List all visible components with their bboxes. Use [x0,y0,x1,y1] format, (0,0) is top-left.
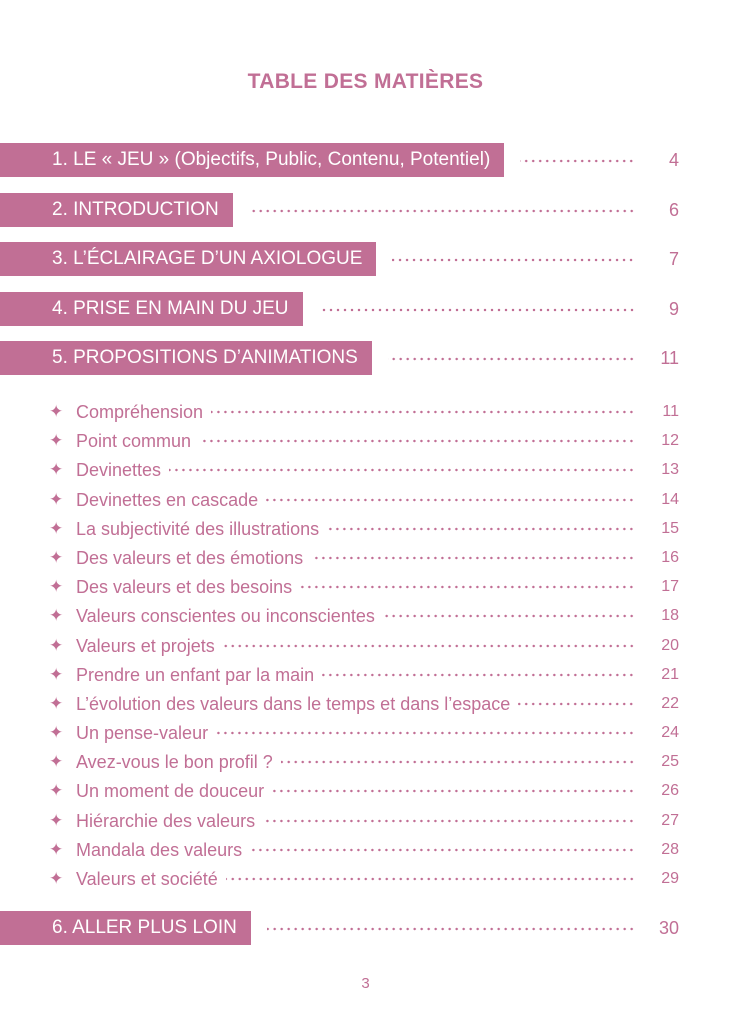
toc-item[interactable] [0,428,731,454]
section-label: 5. PROPOSITIONS D’ANIMATIONS [0,341,372,375]
item-page-number: 15 [661,520,679,537]
item-page-number: 25 [661,753,679,770]
dot-leader [226,877,635,881]
star-bullet-icon: ✦ [49,694,64,713]
dot-leader [249,209,635,213]
dot-leader [327,527,635,531]
item-label: Point commun [76,431,192,451]
star-bullet-icon: ✦ [49,752,64,771]
item-label: Valeurs et société [76,869,218,889]
toc-section-4[interactable] [0,292,731,326]
dot-leader [281,760,635,764]
toc-item[interactable] [0,778,731,804]
toc-item[interactable] [0,662,731,688]
section-page-number: 9 [668,299,679,319]
dot-leader [319,308,636,312]
item-label: Hiérarchie des valeurs [76,811,256,831]
section-label: 1. LE « JEU » (Objectifs, Public, Contenu, Potentiel) [0,143,504,177]
item-page-number: 20 [661,637,679,654]
item-label: Mandala des valeurs [76,840,243,860]
item-label: Devinettes en cascade [76,490,259,510]
dot-leader [199,439,635,443]
toc-item[interactable] [0,487,731,513]
toc-item[interactable] [0,574,731,600]
toc-item[interactable] [0,545,731,571]
item-label: L’évolution des valeurs dans le temps et dans l’espace [76,694,511,714]
toc-item[interactable] [0,399,731,425]
toc-section-5[interactable] [0,341,731,375]
dot-leader [322,673,635,677]
toc-item[interactable] [0,457,731,483]
star-bullet-icon: ✦ [49,431,64,450]
item-page-number: 16 [661,549,679,566]
star-bullet-icon: ✦ [49,402,64,421]
toc-item[interactable] [0,749,731,775]
dot-leader [169,468,635,472]
star-bullet-icon: ✦ [49,577,64,596]
dot-leader [272,789,635,793]
dot-leader [300,585,635,589]
item-page-number: 26 [661,782,679,799]
section-label: 4. PRISE EN MAIN DU JEU [0,292,303,326]
section-page-number: 6 [668,200,679,220]
dot-leader [216,731,635,735]
toc-item[interactable] [0,808,731,834]
dot-leader [311,556,635,560]
item-page-number: 28 [661,841,679,858]
item-page-number: 17 [661,578,679,595]
item-page-number: 11 [662,403,679,420]
page-title: TABLE DES MATIÈRES [247,70,484,93]
toc-item[interactable] [0,516,731,542]
dot-leader [383,614,635,618]
section-label: 6. ALLER PLUS LOIN [0,911,251,945]
item-label: Prendre un enfant par la main [76,665,315,685]
dot-leader [518,702,635,706]
page-number: 3 [361,975,370,992]
section-page-number: 30 [658,918,679,938]
section-page-number: 4 [668,150,679,170]
item-page-number: 24 [661,724,679,741]
item-page-number: 14 [661,491,679,508]
toc-item[interactable] [0,633,731,659]
item-label: Valeurs conscientes ou inconscientes [76,606,375,626]
star-bullet-icon: ✦ [49,811,64,830]
toc-item[interactable] [0,603,731,629]
dot-leader [263,819,635,823]
dot-leader [520,159,635,163]
item-page-number: 27 [661,812,679,829]
dot-leader [223,644,635,648]
section-page-number: 7 [668,249,679,269]
dot-leader [266,498,635,502]
toc-section-3[interactable] [0,242,731,276]
star-bullet-icon: ✦ [49,490,64,509]
item-label: Un pense-valeur [76,723,209,743]
item-label: Un moment de douceur [76,781,265,801]
item-label: Devinettes [76,460,162,480]
star-bullet-icon: ✦ [49,781,64,800]
star-bullet-icon: ✦ [49,460,64,479]
star-bullet-icon: ✦ [49,519,64,538]
section-label: 3. L’ÉCLAIRAGE D’UN AXIOLOGUE [0,242,376,276]
item-label: Avez-vous le bon profil ? [76,752,273,772]
section-label: 2. INTRODUCTION [0,193,233,227]
toc-item[interactable] [0,866,731,892]
dot-leader [211,410,635,414]
dot-leader [250,848,635,852]
toc-section-1[interactable] [0,143,731,177]
star-bullet-icon: ✦ [49,723,64,742]
dot-leader [388,357,635,361]
item-label: Des valeurs et des besoins [76,577,293,597]
item-page-number: 12 [661,432,679,449]
star-bullet-icon: ✦ [49,665,64,684]
star-bullet-icon: ✦ [49,548,64,567]
toc-item[interactable] [0,720,731,746]
toc-item[interactable] [0,837,731,863]
star-bullet-icon: ✦ [49,636,64,655]
item-page-number: 18 [661,607,679,624]
item-page-number: 21 [661,666,679,683]
dot-leader [267,927,635,931]
dot-leader [392,258,635,262]
star-bullet-icon: ✦ [49,869,64,888]
toc-section-6[interactable] [0,911,731,945]
item-label: Compréhension [76,402,204,422]
item-label: La subjectivité des illustrations [76,519,320,539]
item-page-number: 22 [661,695,679,712]
star-bullet-icon: ✦ [49,840,64,859]
section-page-number: 11 [660,348,679,368]
item-page-number: 13 [661,461,679,478]
star-bullet-icon: ✦ [49,606,64,625]
item-label: Valeurs et projets [76,636,215,656]
toc-section-2[interactable] [0,193,731,227]
item-page-number: 29 [661,870,679,887]
toc-item[interactable] [0,691,731,717]
item-label: Des valeurs et des émotions [76,548,304,568]
